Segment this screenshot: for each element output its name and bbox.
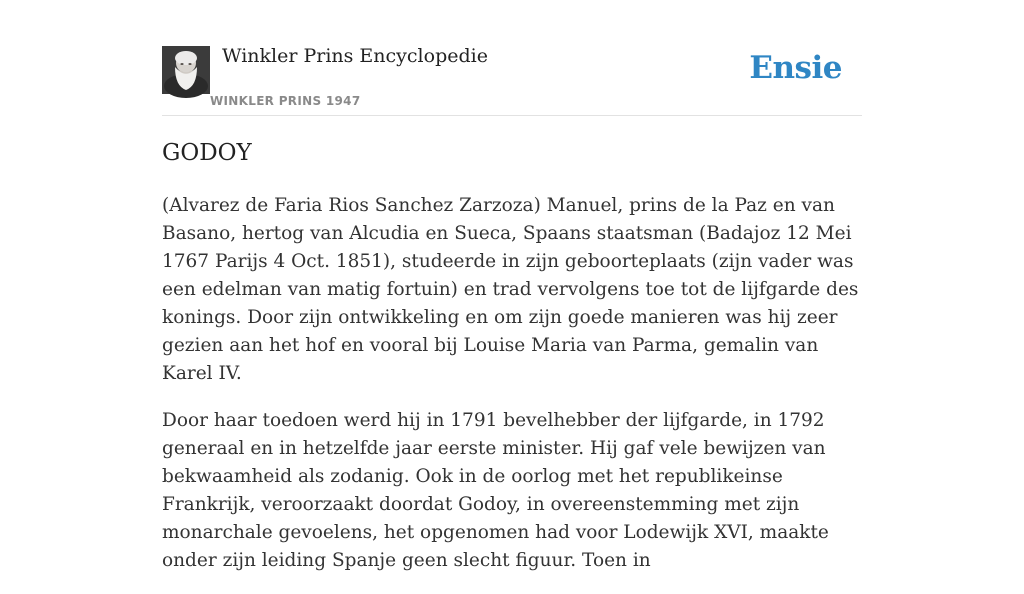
entry-paragraph: Door haar toedoen werd hij in 1791 bevelhebber der lijfgarde, in 1792 generaal en in hetzelfde jaar eerste minister. Hij gaf vele bewijzen van bekwaamheid als zodanig. Ook in de oorlog met het republikeinse Frankrijk, veroorzaakt doordat Godoy, in overeenstemming met zijn monarchale gevoelens, het opgenomen had voor Lodewijk XVI, maakte onder zijn leiding Spanje geen slecht figuur. Toen in — [162, 410, 829, 571]
site-logo[interactable]: Ensie — [749, 50, 842, 86]
entry-body — [162, 192, 862, 594]
publication-title[interactable]: Winkler Prins Encyclopedie — [222, 45, 488, 67]
publication-subtitle[interactable]: WINKLER PRINS 1947 — [210, 94, 361, 108]
entry-paragraph: (Alvarez de Faria Rios Sanchez Zarzoza) Manuel, prins de la Paz en van Basano, hertog van Alcudia en Sueca, Spaans staatsman (Badajoz 12 Mei 1767 Parijs 4 Oct. 1851), studeerde in zijn geboorteplaats (zijn vader was een edelman van matig fortuin) en trad vervolgens toe tot de lijfgarde des konings. Door zijn ontwikkeling en om zijn goede manieren was hij zeer gezien aan het hof en vooral bij Louise Maria van Parma, gemalin van Karel IV. — [162, 195, 859, 384]
bearded-man-portrait-icon — [162, 46, 210, 94]
entry-headword: GODOY — [162, 140, 252, 166]
publication-avatar[interactable] — [162, 46, 210, 94]
publication-header — [162, 40, 862, 116]
